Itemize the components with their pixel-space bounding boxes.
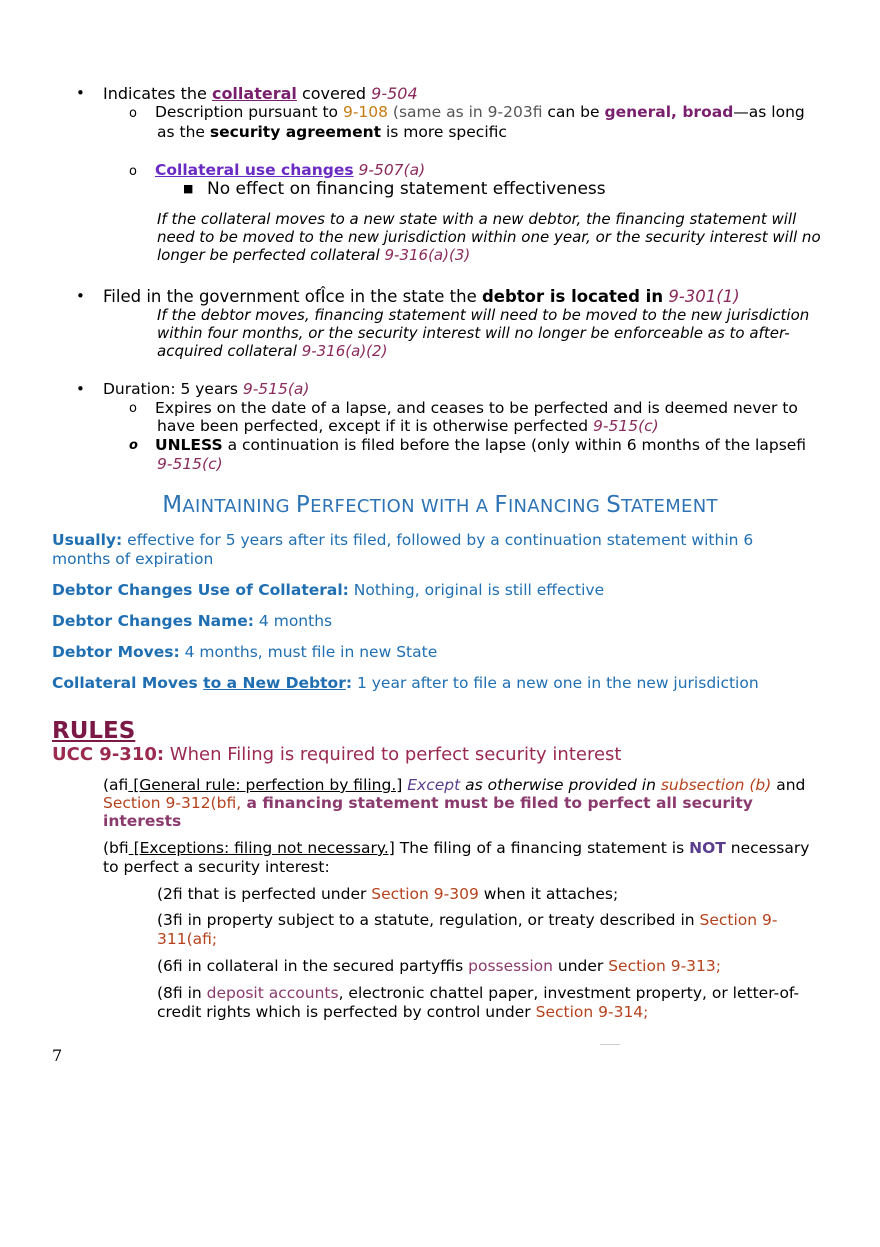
no-effect-line: No effect on financing statement effectiveness	[207, 179, 606, 199]
section-heading: MAINTAINING PERFECTION WITH A FINANCING STATEMENT	[162, 492, 718, 518]
paragraph-b: (bfi [Exceptions: filing not necessary.] The filing of a financing statement is NOT necessary	[103, 839, 810, 857]
citation: 9-504	[371, 84, 418, 103]
note-collateral-moves-3: longer be perfected collateral 9-316(a)(3)	[157, 246, 471, 264]
item-3: (3fi in property subject to a statute, regulation, or treaty described in Section 9-	[157, 911, 778, 929]
debtor-changes-use: Debtor Changes Use of Collateral: Nothing, original is still effective	[52, 581, 605, 599]
collateral-use-changes: Collateral use changes 9-507(a)	[155, 161, 426, 179]
item-8: (8fi in deposit accounts, electronic chattel paper, investment property, or letter-of-	[157, 984, 800, 1002]
paragraph-a-3: interests	[103, 812, 182, 830]
bullet-dot: •	[76, 287, 85, 305]
item-6: (6fi in collateral in the secured partyffis possession under Section 9-313;	[157, 957, 721, 975]
bullet-dot: •	[76, 84, 85, 102]
note-debtor-moves-1: If the debtor moves, financing statement will need to be moved to the new jurisdiction	[157, 306, 810, 324]
collateral-use-link[interactable]: Collateral use changes	[155, 161, 354, 179]
rules-heading: RULES	[52, 718, 136, 744]
page-number: 7	[52, 1046, 63, 1065]
unless-citation: 9-515(c)	[157, 455, 223, 473]
item-3-2: 311(afi;	[157, 930, 218, 948]
debtor-moves: Debtor Moves: 4 months, must file in new State	[52, 643, 438, 661]
circle-bullet: o	[129, 401, 137, 416]
item-8-2: credit rights which is perfected by control under Section 9-314;	[157, 1003, 649, 1021]
description-line-2: as the security agreement is more specific	[157, 123, 507, 141]
circle-bullet: o	[129, 164, 137, 179]
item-2: (2fi that is perfected under Section 9-309 when it attaches;	[157, 885, 619, 903]
bullet-filed: Filed in the government ofÎce in the state the debtor is located in 9-301(1)	[103, 287, 740, 306]
square-bullet: ■	[183, 182, 194, 195]
paragraph-b-2: to perfect a security interest:	[103, 858, 330, 876]
circle-bullet: o	[129, 438, 138, 453]
expires-line-1: Expires on the date of a lapse, and ceases to be perfected and is deemed never to	[155, 399, 798, 417]
note-collateral-moves-2: need to be moved to the new jurisdiction within one year, or the security interest will no	[157, 228, 821, 246]
divider	[600, 1044, 620, 1045]
note-collateral-moves-1: If the collateral moves to a new state with a new debtor, the financing statement will	[157, 210, 797, 228]
usually-line: Usually: effective for 5 years after its filed, followed by a continuation statement within 6	[52, 531, 754, 549]
new-debtor-link[interactable]: to a New Debtor	[203, 674, 346, 692]
paragraph-a: (afi [General rule: perfection by filing.] Except as otherwise provided in subsection (b) and	[103, 776, 806, 794]
debtor-changes-name: Debtor Changes Name: 4 months	[52, 612, 333, 630]
bullet-duration: Duration: 5 years 9-515(a)	[103, 380, 310, 398]
expires-line-2: have been perfected, except if it is otherwise perfected 9-515(c)	[157, 417, 659, 435]
bullet-collateral: Indicates the collateral covered 9-504	[103, 84, 418, 103]
usually-line-2: months of expiration	[52, 550, 214, 568]
bullet-dot: •	[76, 380, 85, 398]
collateral-moves: Collateral Moves to a New Debtor: 1 year after to file a new one in the new jurisdiction	[52, 674, 759, 692]
collateral-term: collateral	[211, 84, 297, 103]
paragraph-a-2: Section 9-312(bfi, a financing statement must be filed to perfect all security	[103, 794, 753, 812]
unless-line: UNLESS a continuation is filed before the lapse (only within 6 months of the lapsefi	[155, 436, 807, 454]
ucc-heading: UCC 9-310: When Filing is required to perfect security interest	[52, 744, 622, 765]
description-line: Description pursuant to 9-108 (same as in 9-203fi can be general, broad—as long	[155, 103, 805, 121]
note-debtor-moves-2: within four months, or the security interest will no longer be enforceable as to after-	[157, 324, 790, 342]
circle-bullet: o	[129, 106, 137, 121]
note-debtor-moves-3: acquired collateral 9-316(a)(2)	[157, 342, 388, 360]
